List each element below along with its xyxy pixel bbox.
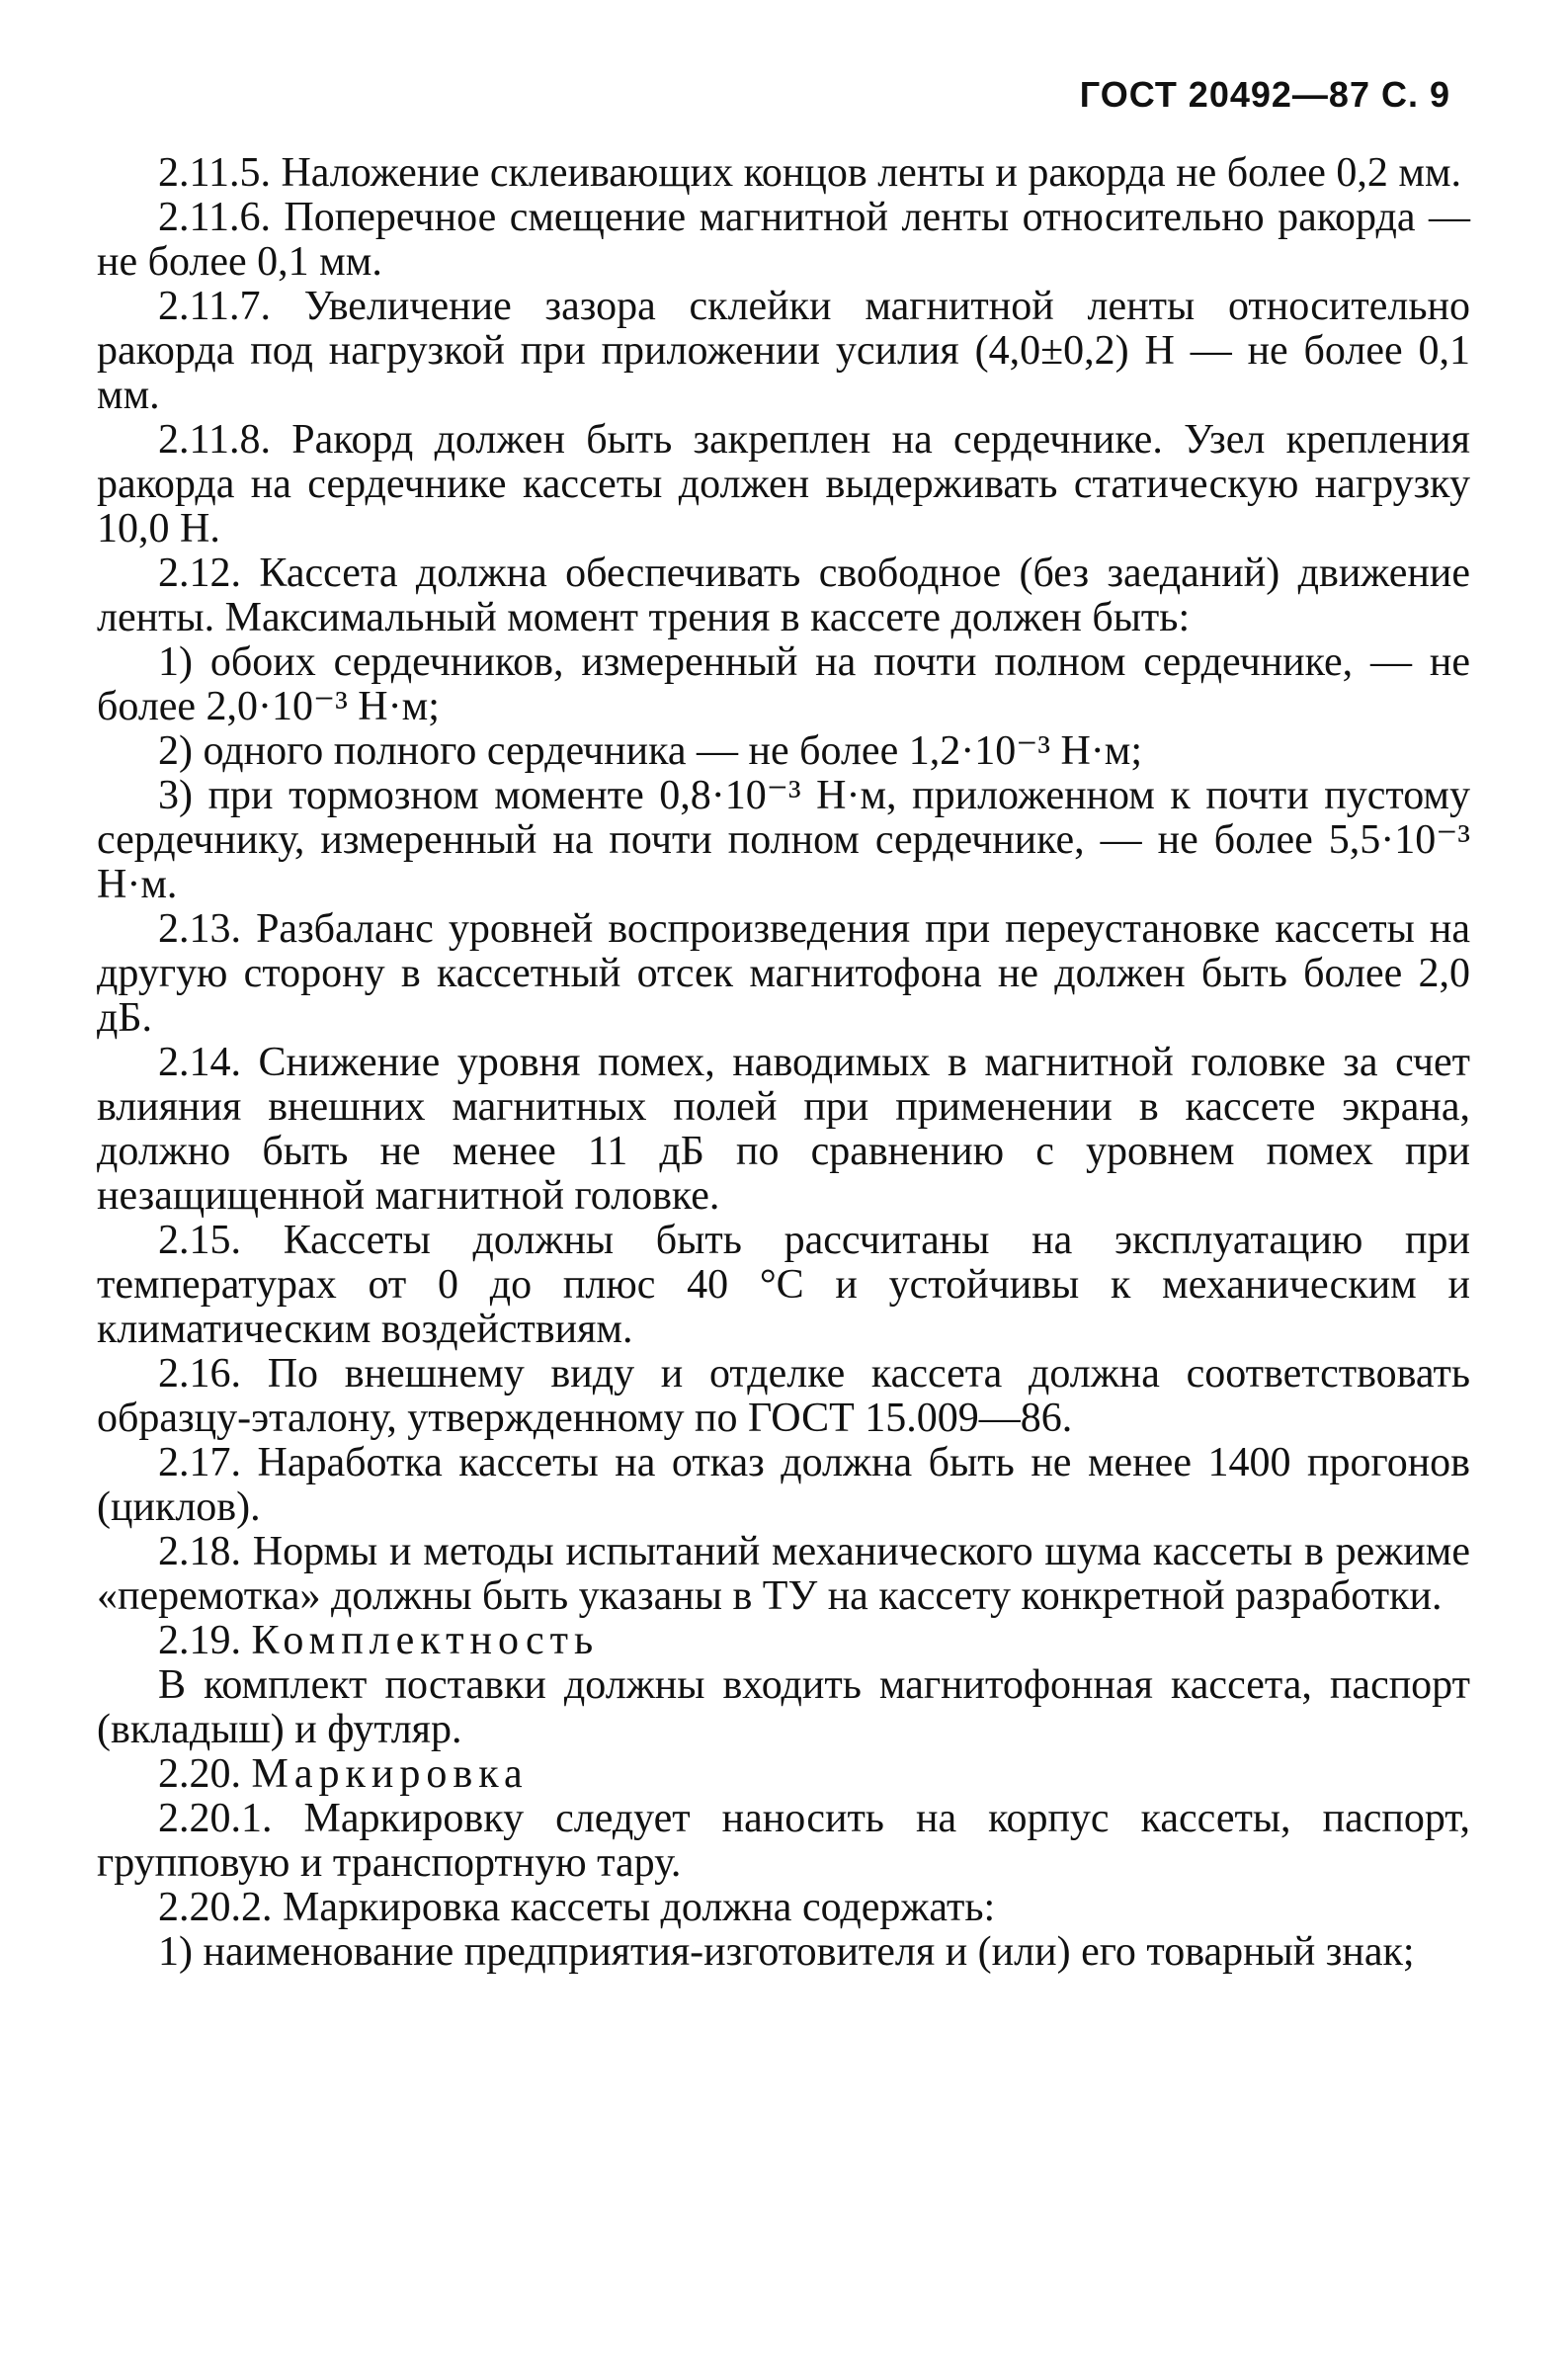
section-heading-2-20 (97, 1752, 1470, 1797)
paragraph-2-18: 2.18. Нормы и методы испытаний механического шума кассеты в режиме «перемотка» должны быть указаны в ТУ на кассету конкретной разработки. (97, 1529, 1470, 1619)
list-item-1: 1) обоих сердечников, измеренный на почти полном сердечнике, — не более 2,0·10⁻³ Н·м; (97, 639, 1470, 729)
paragraph-2-16: 2.16. По внешнему виду и отделке кассета должна соответствовать образцу-эталону, утвержденному по ГОСТ 15.009—86. (97, 1351, 1470, 1441)
section-number: 2.19. (158, 1618, 241, 1663)
paragraph-2-19-text: В комплект поставки должны входить магнитофонная кассета, паспорт (вкладыш) и футляр. (97, 1662, 1470, 1752)
page-header: ГОСТ 20492—87 С. 9 (1079, 74, 1450, 115)
section-heading-2-19 (97, 1619, 1470, 1663)
list-item-1-marking: 1) наименование предприятия-изготовителя и (или) его товарный знак; (158, 1929, 1415, 1975)
paragraph-2-11-5: 2.11.5. Наложение склеивающих концов ленты и ракорда не более 0,2 мм. (158, 150, 1462, 196)
section-title: Комплектность (251, 1618, 600, 1663)
paragraph-2-13: 2.13. Разбаланс уровней воспроизведения при переустановке кассеты на другую сторону в кассетный отсек магнитофона не должен быть более 2,0 дБ. (97, 906, 1470, 1041)
paragraph-2-11-7: 2.11.7. Увеличение зазора склейки магнитной ленты относительно ракорда под нагрузкой при приложении усилия (4,0±0,2) Н — не более 0,1 мм. (97, 284, 1470, 418)
paragraph-2-17: 2.17. Наработка кассеты на отказ должна быть не менее 1400 прогонов (циклов). (97, 1440, 1470, 1530)
paragraph-2-20-1: 2.20.1. Маркировку следует наносить на корпус кассеты, паспорт, групповую и транспортную тару. (97, 1796, 1470, 1886)
paragraph-2-12: 2.12. Кассета должна обеспечивать свободное (без заеданий) движение ленты. Максимальный момент трения в кассете должен быть: (97, 550, 1470, 640)
section-title: Маркировка (251, 1751, 529, 1797)
paragraph-2-20-2: 2.20.2. Маркировка кассеты должна содержать: (158, 1885, 996, 1930)
paragraph-2-11-6: 2.11.6. Поперечное смещение магнитной ленты относительно ракорда — не более 0,1 мм. (97, 195, 1470, 285)
list-item-3: 3) при тормозном моменте 0,8·10⁻³ Н·м, приложенном к почти пустому сердечнику, измеренный на почти полном сердечнике, — не более 5,5·10⁻³ Н·м. (97, 773, 1470, 907)
list-item-2: 2) одного полного сердечника — не более 1,2·10⁻³ Н·м; (158, 728, 1143, 774)
section-number: 2.20. (158, 1751, 241, 1797)
paragraph-2-11-8: 2.11.8. Ракорд должен быть закреплен на сердечнике. Узел крепления ракорда на сердечнике кассеты должен выдерживать статическую нагрузку 10,0 Н. (97, 417, 1470, 551)
paragraph-2-14: 2.14. Снижение уровня помех, наводимых в магнитной головке за счет влияния внешних магнитных полей при применении в кассете экрана, должно быть не менее 11 дБ по сравнению с уровнем помех при незащищенной магнитной головке. (97, 1040, 1470, 1219)
paragraph-2-15: 2.15. Кассеты должны быть рассчитаны на эксплуатацию при температурах от 0 до плюс 40 °С и устойчивы к механическим и климатическим воздействиям. (97, 1218, 1470, 1352)
document-page (97, 74, 1470, 1975)
